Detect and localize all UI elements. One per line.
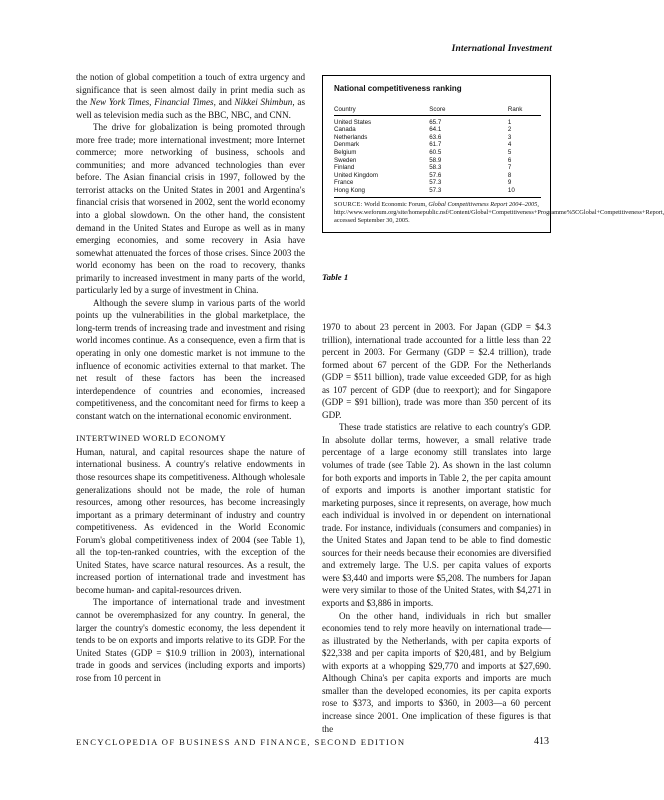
- page-number: 413: [534, 736, 549, 747]
- paragraph-2: The drive for globalization is being promoted through more free trade; more international investment; more Internet commerce; more networking of business, schools and communities; and more advanced technologies than ever before. The Asian financial crisis in 1997, followed by the terrorist attacks on the United States in 2001 and Argentina's financial crisis that worsened in 2002, sent the world economy into a global slowdown. On the other hand, the consistent demand in the United States and Europe as well as in many emerging economies, and some recovery in Asia have somewhat attenuated the forces of those crises. Since 2003 the world economy has been on the road to recovery, thanks primarily to increased investment in many parts of the world, particularly led by a surge of investment in China.: [76, 122, 305, 296]
- cell-rank: 1: [507, 118, 512, 126]
- column-header-country: Country: [334, 106, 356, 113]
- right-column: [322, 321, 551, 735]
- table-row: [334, 187, 541, 197]
- table-row: [334, 172, 541, 180]
- table-row: [334, 134, 541, 142]
- competitiveness-table-box: [322, 75, 664, 233]
- paragraph-3: Although the severe slump in various parts of the world points up the vulnerabilities in the global marketplace, the long-term trends of increasing trade and investment and rising world incomes continue. As a consequence, even a firm that is operating in only one domestic market is not immune to the influence of economic activities external to that market. The net result of these factors has been the increased interdependence of countries and economies, increased competitiveness, and the concomitant need for firms to keep a constant watch on the international economic environment.: [76, 297, 305, 421]
- table-header-row: [334, 106, 541, 115]
- cell-score: 63.6: [429, 133, 442, 141]
- column-header-rank: Rank: [507, 106, 523, 113]
- paragraph-7: These trade statistics are relative to each country's GDP. In absolute dollar terms, however, a small relative trade percentage of a large economy still translates into large volumes of trade (see Table 2). As shown in the last column for both exports and imports in Table 2, the per capita amount of exports and imports is another important statistic for marketing purposes, since it represents, on average, how much each individual is involved in or dependent on international trade. For instance, individuals (consumers and companies) in the United States and Japan tend to be able to find domestic sources for their needs because their economies are diversified and extremely large. The U.S. per capita values of exports were $3,440 and imports were $5,208. The numbers for Japan were very similar to those of the United States, with $4,271 in exports and $3,886 in imports.: [322, 422, 551, 609]
- table-bottom-rule: [334, 197, 541, 198]
- cell-country: Finland: [334, 164, 355, 172]
- cell-score: 57.3: [429, 179, 442, 187]
- cell-score: 58.3: [429, 164, 442, 172]
- table-row: [334, 115, 541, 126]
- cell-score: 61.7: [429, 141, 442, 149]
- cell-country: Hong Kong: [334, 186, 365, 194]
- cell-country: France: [334, 179, 354, 187]
- cell-score: 57.3: [429, 186, 442, 194]
- cell-rank: 10: [507, 186, 515, 194]
- table-row: [334, 126, 541, 134]
- cell-rank: 2: [507, 126, 512, 134]
- cell-score: 57.6: [429, 171, 442, 179]
- paragraph-6: 1970 to about 23 percent in 2003. For Japan (GDP = $4.3 trillion), international trade accounted for a little less than 22 percent in 2003. For Germany (GDP = $2.4 trillion), trade formed about 67 percent of the GDP. For the Netherlands (GDP = $511 billion), trade value exceeded GDP, for as high as 107 percent of GDP (due to reexport); and for Singapore (GDP = $91 billion), trade was more than 350 percent of its GDP.: [322, 322, 551, 420]
- table-caption: Table 1: [322, 272, 349, 282]
- left-column: [76, 71, 305, 684]
- running-head: International Investment: [451, 44, 552, 54]
- cell-rank: 3: [507, 133, 512, 141]
- cell-rank: 9: [507, 179, 512, 187]
- paragraph-4: Human, natural, and capital resources shape the nature of international business. A country's relative endowments in those resources shape its competitiveness. Although wholesale generalizations should not be made, the role of human resources, among other resources, has become increasingly important as a primary determinant of industry and country competitiveness. As evidenced in the World Economic Forum's global competitiveness index of 2004 (see Table 1), all the top-ten-ranked countries, with the exception of the United States, have scarce natural resources. As a result, the increased portion of international trade and investment has become human- and capital-resources driven.: [76, 446, 305, 595]
- cell-rank: 6: [507, 156, 512, 164]
- cell-score: 64.1: [429, 126, 442, 134]
- cell-score: 58.9: [429, 156, 442, 164]
- table-row: [334, 179, 541, 187]
- paragraph-8: On the other hand, individuals in rich but smaller economies tend to rely more heavily on international trade—as illustrated by the Netherlands, with per capita exports of $22,338 and per capita imports of $20,481, and by Belgium with exports at a whopping $29,770 and imports at $27,690. Although China's per capita exports and imports are much smaller than the developed economies, its per capita exports rose to $373, and imports to $360, in 2003—a 60 percent increase since 2001. One implication of these figures is that the: [322, 610, 551, 734]
- cell-rank: 5: [507, 148, 512, 156]
- cell-country: Denmark: [334, 141, 360, 149]
- cell-country: United States: [334, 118, 372, 126]
- cell-score: 60.5: [429, 148, 442, 156]
- footer-book-title: ENCYCLOPEDIA OF BUSINESS AND FINANCE, SECOND EDITION: [76, 737, 406, 747]
- cell-country: United Kingdom: [334, 171, 379, 179]
- competitiveness-table: [334, 106, 541, 197]
- column-header-score: Score: [429, 106, 446, 113]
- cell-rank: 4: [507, 141, 512, 149]
- paragraph-1: the notion of global competition a touch of extra urgency and significance that is seen almost daily in print media such as the New York Times, Financial Times, and Nikkei Shimbun, as well as television media such as the BBC, NBC, and CNN.: [76, 72, 305, 120]
- section-heading: INTERTWINED WORLD ECONOMY: [76, 433, 227, 444]
- table-row: [334, 141, 541, 149]
- table-row: [334, 164, 541, 172]
- table-row: [334, 157, 541, 165]
- cell-score: 65.7: [429, 118, 442, 126]
- paragraph-5: The importance of international trade and investment cannot be overemphasized for any country. In general, the larger the country's domestic economy, the less dependent it tends to be on exports and imports relative to its GDP. For the United States (GDP = $10.9 trillion in 2003), international trade in goods and services (including exports and imports) rose from 10 percent in: [76, 597, 305, 683]
- cell-country: Netherlands: [334, 133, 368, 141]
- table-row: [334, 149, 541, 157]
- cell-rank: 7: [507, 164, 512, 172]
- cell-country: Sweden: [334, 156, 357, 164]
- table-title: National competitiveness ranking: [334, 84, 462, 93]
- table-source: SOURCE: World Economic Forum, Global Competitiveness Report 2004–2005, http://www.weforum.org/site/homepublic.nsf/Content/Global+Competitiveness+Programme%5CGlobal+Competitiveness+Report, accessed September 30, 2005.: [334, 200, 664, 224]
- cell-country: Canada: [334, 126, 356, 134]
- cell-country: Belgium: [334, 148, 357, 156]
- cell-rank: 8: [507, 171, 512, 179]
